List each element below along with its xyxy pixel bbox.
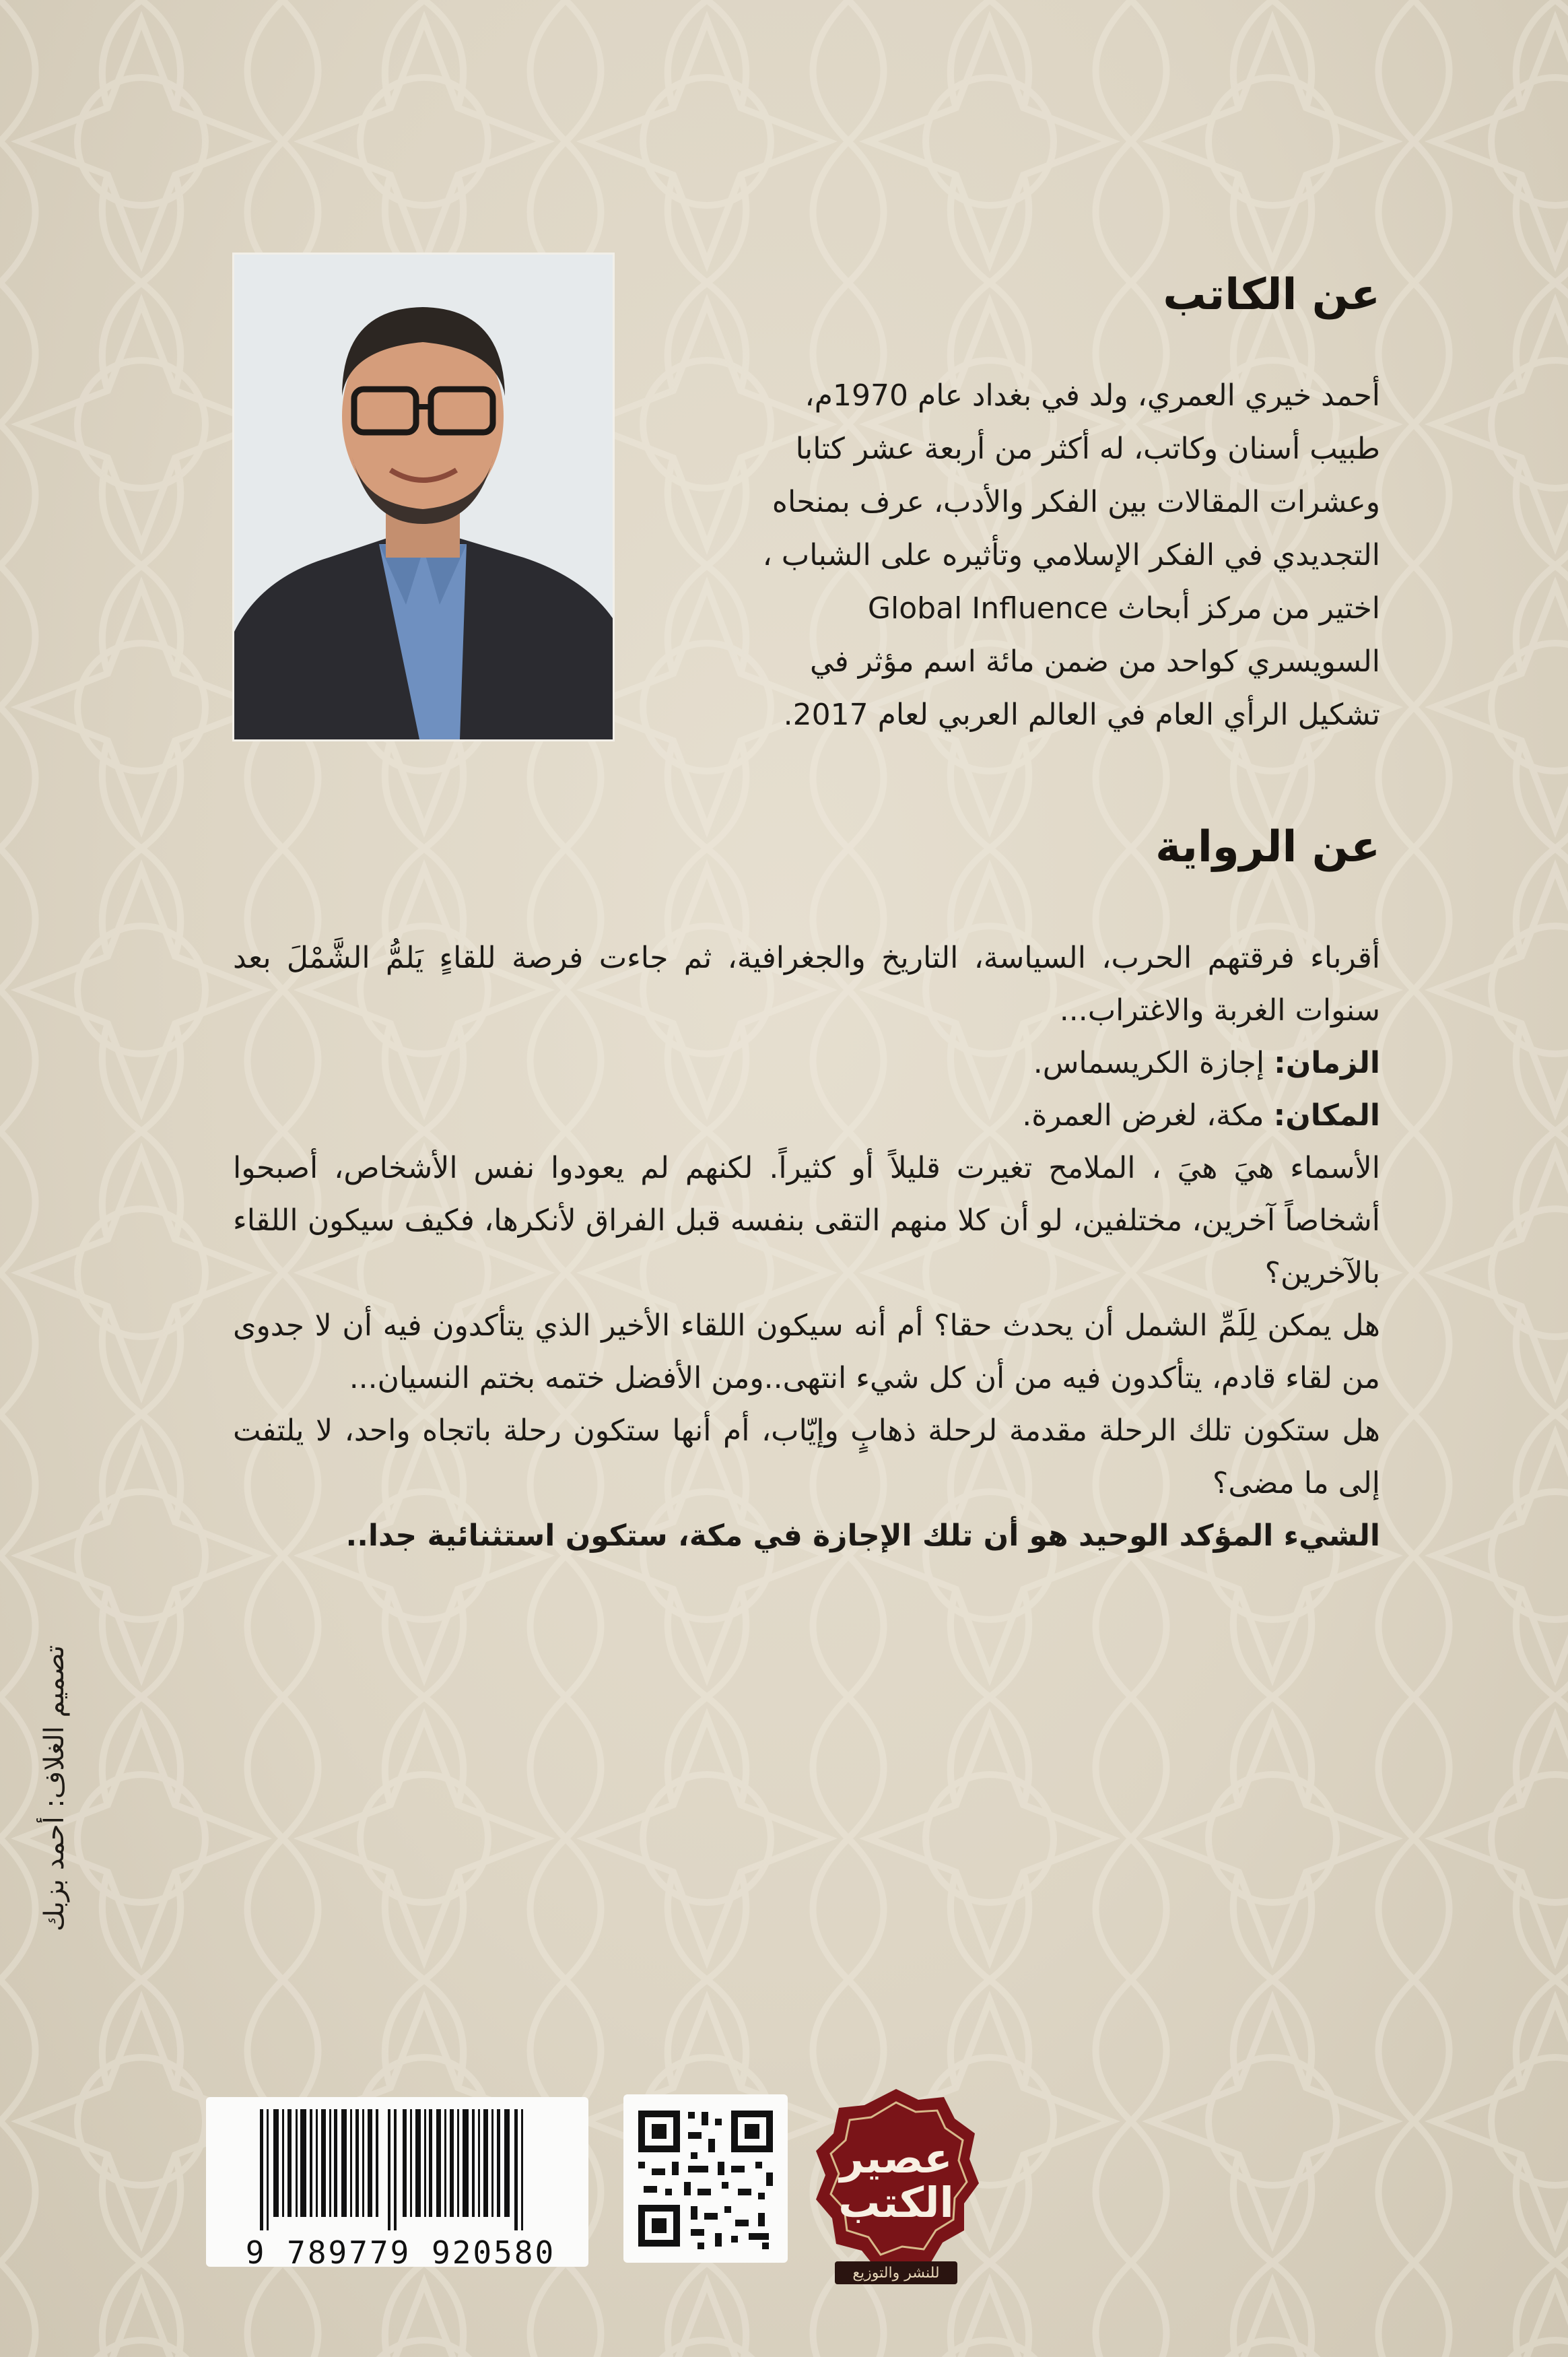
author-bio-line: اختير من مركز أبحاث Global Influence — [867, 591, 1380, 626]
publisher-logo — [811, 2085, 982, 2287]
qr-code-icon — [623, 2094, 788, 2263]
about-novel-heading: عن الرواية — [1155, 822, 1380, 872]
novel-paragraph: الأسماء هيَ هيَ ، الملامح تغيرت قليلاً أو كثيراً. لكنهم لم يعودوا نفس الأشخاص، أصبحوا أشخاصاً آخرين، مختلفين، لو أن كلا منهم التقى بنفسه قبل الفراق لأنكرها، فكيف سيكون اللقاء بالآخرين؟ — [233, 1151, 1380, 1290]
publisher-name-line1: عصير — [840, 2133, 953, 2183]
about-novel-section — [233, 820, 1380, 1562]
about-author-heading: عن الكاتب — [1163, 270, 1380, 320]
time-value: إجازة الكريسماس. — [1033, 1046, 1265, 1080]
place-label: المكان: — [1273, 1098, 1380, 1133]
publisher-name-line2: الكتب — [838, 2178, 954, 2227]
author-bio-line: طبيب أسنان وكاتب، له أكثر من أربعة عشر كتابا — [795, 432, 1380, 466]
place-value: مكة، لغرض العمرة. — [1022, 1098, 1264, 1133]
barcode-icon — [206, 2097, 588, 2232]
novel-time — [233, 1037, 1380, 1090]
cover-design-credit: تصميم الغلاف: أحمد بزبك — [39, 1645, 70, 1931]
author-bio-line: وعشرات المقالات بين الفكر والأدب، عرف بمنحاه — [772, 485, 1380, 519]
novel-paragraph: هل ستكون تلك الرحلة مقدمة لرحلة ذهابٍ وإيّاب، أم أنها ستكون رحلة باتجاه واحد، لا يلتفت إلى ما مضى؟ — [233, 1414, 1380, 1500]
author-bio-line: أحمد خيري العمري، ولد في بغداد عام 1970م، — [805, 378, 1380, 413]
novel-paragraph: هل يمكن لِلَمِّ الشمل أن يحدث حقا؟ أم أنه سيكون اللقاء الأخير الذي يتأكدون فيه أن لا جدوى من لقاء قادم، يتأكدون فيه من أن كل شيء انتهى..ومن الأفضل ختمه بختم النسيان... — [233, 1308, 1380, 1395]
about-author-section — [653, 268, 1380, 741]
novel-intro: أقرباء فرقتهم الحرب، السياسة، التاريخ والجغرافية، ثم جاءت فرصة للقاءٍ يَلمُّ الشَّمْلَ بعد سنوات الغربة والاغتراب... — [233, 941, 1380, 1028]
novel-closing-line: الشيء المؤكد الوحيد هو أن تلك الإجازة في مكة، ستكون استثنائية جدا.. — [345, 1519, 1380, 1553]
qr-code — [623, 2094, 788, 2263]
novel-blurb — [233, 932, 1380, 1562]
author-photo — [234, 255, 613, 739]
time-label: الزمان: — [1274, 1046, 1380, 1080]
publisher-tagline: للنشر والتوزيع — [852, 2265, 940, 2282]
novel-place — [233, 1090, 1380, 1142]
author-bio — [653, 369, 1380, 741]
author-bio-line: السويسري كواحد من ضمن مائة اسم مؤثر في — [810, 644, 1380, 679]
author-bio-line: التجديدي في الفكر الإسلامي وتأثيره على الشباب ، — [762, 538, 1380, 572]
author-bio-line: تشكيل الرأي العام في العالم العربي لعام 2017. — [783, 698, 1380, 732]
isbn-number: 9 789779 920580 — [245, 2234, 556, 2271]
